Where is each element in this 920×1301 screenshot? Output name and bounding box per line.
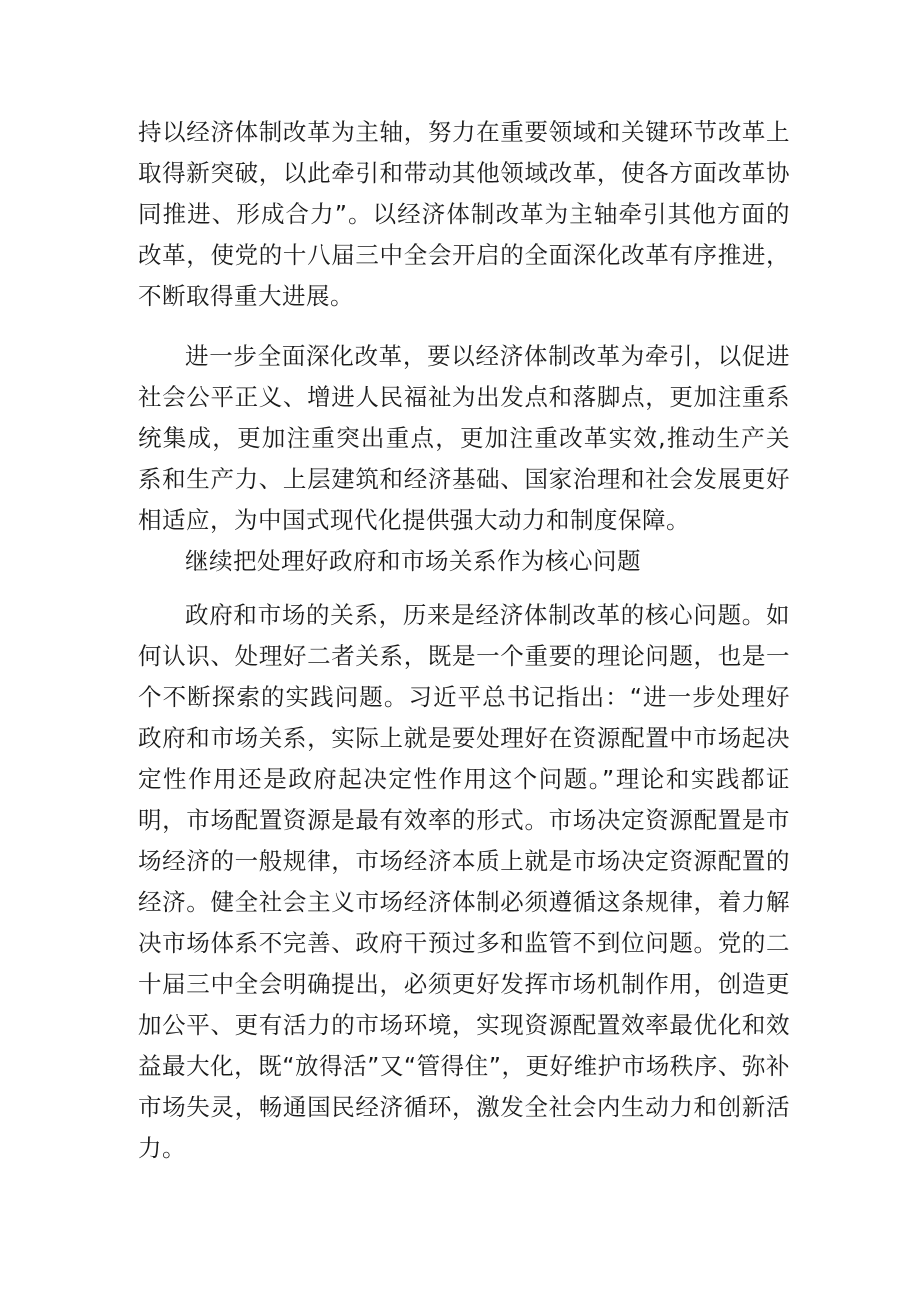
paragraph-reform-traction: 进一步全面深化改革，要以经济体制改革为牵引，以促进社会公平正义、增进人民福祉为出发点和落脚点，更加注重系统集成，更加注重突出重点，更加注重改革实效,推动生产关系和生产力、上层建筑和经济基础、国家治理和社会发展更好相适应，为中国式现代化提供强大动力和制度保障。 <box>138 342 790 534</box>
paragraph-continuation: 持以经济体制改革为主轴，努力在重要领域和关键环节改革上取得新突破，以此牵引和带动其他领域改革，使各方面改革协同推进、形成合力”。以经济体制改革为主轴牵引其他方面的改革，使党的十八届三中全会开启的全面深化改革有序推进，不断取得重大进展。 <box>138 118 790 310</box>
section-heading: 继续把处理好政府和市场关系作为核心问题 <box>185 547 641 575</box>
paragraph-government-market: 政府和市场的关系，历来是经济体制改革的核心问题。如何认识、处理好二者关系，既是一个重要的理论问题，也是一个不断探索的实践问题。习近平总书记指出：“进一步处理好政府和市场关系，实际上就是要处理好在资源配置中市场起决定性作用还是政府起决定性作用这个问题。”理论和实践都证明，市场配置资源是最有效率的形式。市场决定资源配置是市场经济的一般规律，市场经济本质上就是市场决定资源配置的经济。健全社会主义市场经济体制必须遵循这条规律，着力解决市场体系不完善、政府干预过多和监管不到位问题。党的二十届三中全会明确提出，必须更好发挥市场机制作用，创造更加公平、更有活力的市场环境，实现资源配置效率最优化和效益最大化，既“放得活”又“管得住”，更好维护市场秩序、弥补市场失灵，畅通国民经济循环，激发全社会内生动力和创新活力。 <box>138 601 790 1162</box>
document-body <box>138 112 790 1169</box>
